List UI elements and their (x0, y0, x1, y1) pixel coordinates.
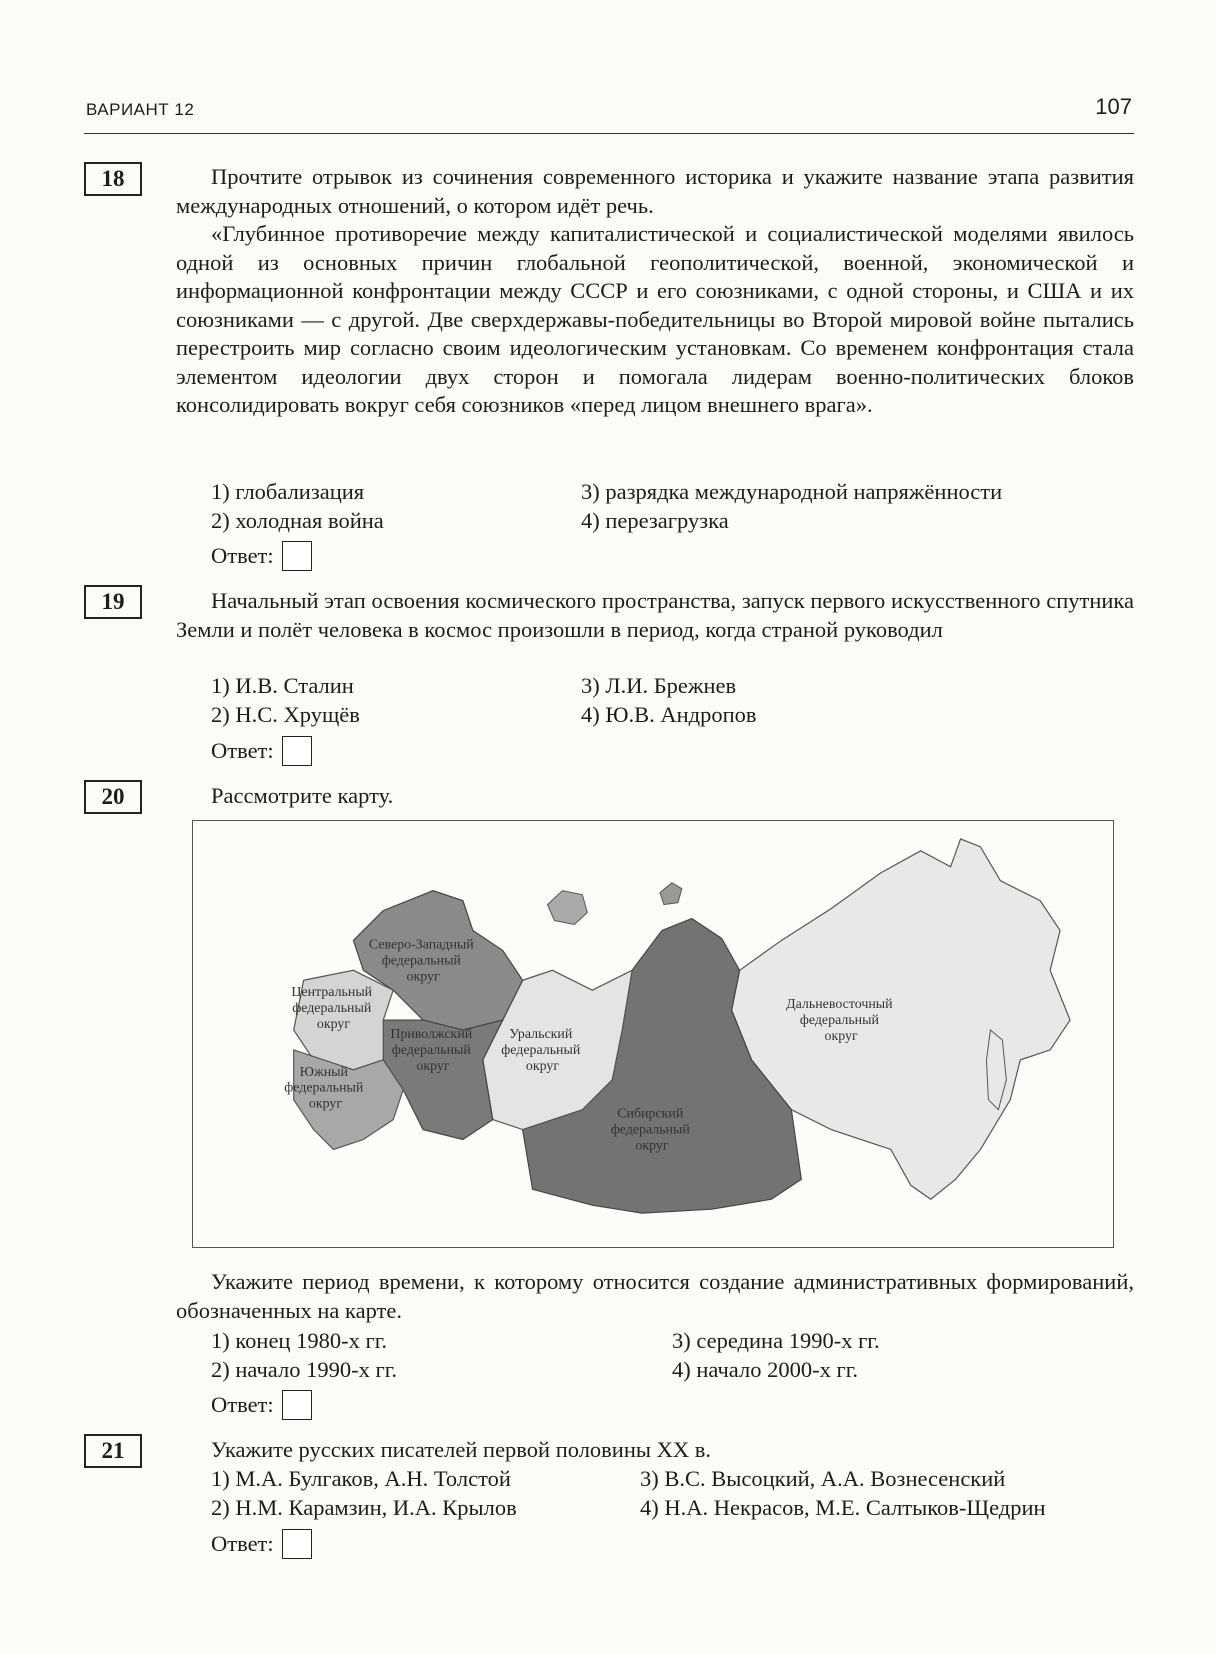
q21-answer-label: Ответ: (211, 1531, 274, 1556)
question-20-prompt: Рассмотрите карту. (211, 783, 394, 808)
question-21-prompt: Укажите русских писателей первой половины XX в. (211, 1437, 711, 1462)
q21-option-3[interactable]: 3) В.С. Высоцкий, А.А. Вознесенский (640, 1466, 1006, 1491)
question-19-prompt: Начальный этап освоения космического пространства, запуск первого искусственного спутника Земли и полёт человека в космос произошли в период, когда страной руководил (176, 588, 1134, 642)
page-number: 107 (1095, 94, 1132, 119)
federal-districts-map (192, 820, 1114, 1248)
label-far-east-line-3: округ (824, 1028, 858, 1044)
question-20-text (176, 782, 1134, 811)
label-volga-line-1: Приволжский (390, 1026, 473, 1042)
label-south-line-2: федеральный (284, 1080, 364, 1096)
map-island-novaya-zemlya (547, 891, 587, 925)
label-siberian-line-1: Сибирский (617, 1106, 684, 1122)
label-volga-line-2: федеральный (391, 1042, 471, 1058)
label-northwest-line-3: округ (406, 969, 440, 985)
q20-answer-box[interactable] (282, 1390, 312, 1420)
q21-option-4[interactable]: 4) Н.А. Некрасов, М.Е. Салтыков-Щедрин (640, 1495, 1046, 1520)
question-number-20: 20 (84, 780, 142, 814)
label-south-line-1: Южный (299, 1064, 348, 1080)
question-number-19: 19 (84, 585, 142, 619)
q18-option-2[interactable]: 2) холодная война (211, 508, 384, 533)
label-central-line-2: федеральный (292, 1001, 372, 1017)
label-urals-line-2: федеральный (501, 1042, 581, 1058)
q18-option-1[interactable]: 1) глобализация (211, 479, 365, 504)
q20-answer-label: Ответ: (211, 1392, 274, 1417)
q19-option-2[interactable]: 2) Н.С. Хрущёв (211, 702, 360, 727)
label-northwest-line-2: федеральный (381, 953, 461, 969)
label-urals-line-3: округ (525, 1058, 560, 1074)
q18-answer (211, 541, 312, 571)
label-far-east-line-2: федеральный (799, 1013, 879, 1029)
label-far-east-line-1: Дальневосточный (786, 997, 893, 1013)
q19-answer-label: Ответ: (211, 738, 274, 763)
variant-label: ВАРИАНТ 12 (86, 100, 195, 119)
q20-option-4[interactable]: 4) начало 2000-х гг. (672, 1357, 859, 1382)
label-siberian-line-2: федеральный (610, 1122, 690, 1138)
q21-option-1[interactable]: 1) М.А. Булгаков, А.Н. Толстой (211, 1466, 511, 1491)
label-central-line-3: округ (316, 1017, 351, 1033)
q19-option-3[interactable]: 3) Л.И. Брежнев (581, 673, 737, 698)
q21-answer (211, 1529, 312, 1559)
q20-option-2[interactable]: 2) начало 1990-х гг. (211, 1357, 398, 1382)
question-20-question-text: Укажите период времени, к которому относится создание административных формирований, обозначенных на карте. (176, 1269, 1134, 1323)
q18-option-3[interactable]: 3) разрядка международной напряжённости (581, 479, 1003, 504)
map-island-severnaya-zemlya (660, 883, 682, 905)
q19-answer (211, 736, 312, 766)
question-19-text (176, 587, 1134, 644)
question-18-prompt: Прочтите отрывок из сочинения современного историка и укажите название этапа развития международных отношений, о котором идёт речь. (176, 164, 1134, 218)
label-south-line-3: округ (308, 1096, 343, 1112)
label-urals-line-1: Уральский (509, 1026, 573, 1042)
q19-option-4[interactable]: 4) Ю.В. Андропов (581, 702, 757, 727)
russia-map-svg (193, 821, 1113, 1247)
q20-option-3[interactable]: 3) середина 1990-х гг. (672, 1328, 880, 1353)
q19-answer-box[interactable] (282, 736, 312, 766)
question-number-18: 18 (84, 162, 142, 196)
page-header (84, 94, 1134, 134)
q18-answer-box[interactable] (282, 541, 312, 571)
question-18-text (176, 163, 1134, 420)
q19-option-1[interactable]: 1) И.В. Сталин (211, 673, 354, 698)
label-central-line-1: Центральный (291, 985, 373, 1001)
q21-answer-box[interactable] (282, 1529, 312, 1559)
question-21-text (176, 1436, 1134, 1465)
q18-option-4[interactable]: 4) перезагрузка (581, 508, 729, 533)
label-siberian-line-3: округ (635, 1138, 669, 1154)
label-volga-line-3: округ (416, 1058, 450, 1074)
question-number-21: 21 (84, 1434, 142, 1468)
q18-answer-label: Ответ: (211, 543, 274, 568)
q20-option-1[interactable]: 1) конец 1980-х гг. (211, 1328, 388, 1353)
q20-answer (211, 1390, 312, 1420)
q21-option-2[interactable]: 2) Н.М. Карамзин, И.А. Крылов (211, 1495, 517, 1520)
label-northwest-line-1: Северо-Западный (368, 937, 474, 953)
question-20-question (176, 1268, 1134, 1325)
question-18-quote: «Глубинное противоречие между капиталистической и социалистической моделями явилось одной из основных причин глобальной геополитической, военной, экономической и информационной конфронтации между СССР и его союзниками, с одной стороны, и США и их союзниками — с другой. Две сверхдержавы-победительницы во Второй мировой войне пытались перестроить мир согласно своим идеологическим установкам. Со временем конфронтация стала элементом идеологии двух сторон и помогала лидерам военно-политических блоков консолидировать вокруг себя союзников «перед лицом внешнего врага». (176, 221, 1134, 417)
